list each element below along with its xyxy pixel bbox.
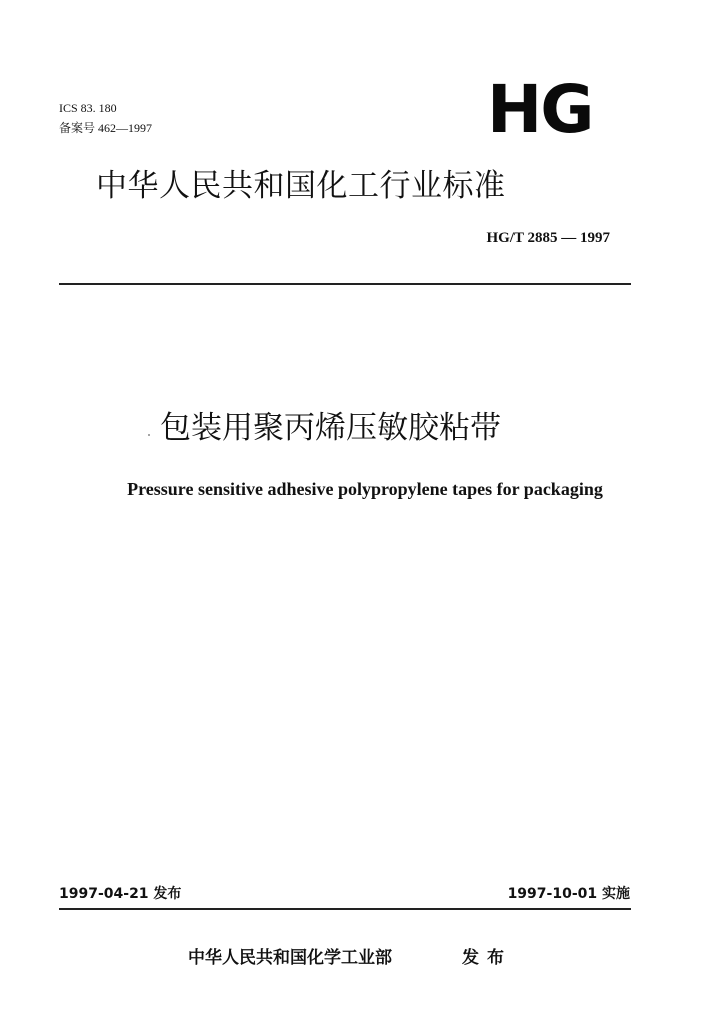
publisher-name: 中华人民共和国化学工业部 [188, 948, 392, 968]
filing-number: 备案号 462—1997 [59, 121, 153, 135]
publish-label: 发布 [462, 948, 512, 968]
bottom-divider [59, 908, 631, 910]
scan-speck [148, 434, 150, 436]
implementation-date: 1997-10-01 实施 [507, 886, 630, 902]
top-divider [59, 283, 631, 285]
issue-date: 1997-04-21 发布 [59, 886, 182, 902]
hg-logo: HG [487, 71, 593, 148]
standard-title: 中华人民共和国化工行业标准 [96, 168, 506, 204]
document-title-english: Pressure sensitive adhesive polypropylene tapes for packaging [127, 479, 603, 499]
document-title-chinese: 包装用聚丙烯压敏胶粘带 [160, 410, 501, 446]
standard-number: HG/T 2885 — 1997 [486, 230, 610, 246]
ics-code: ICS 83. 180 [59, 101, 117, 115]
